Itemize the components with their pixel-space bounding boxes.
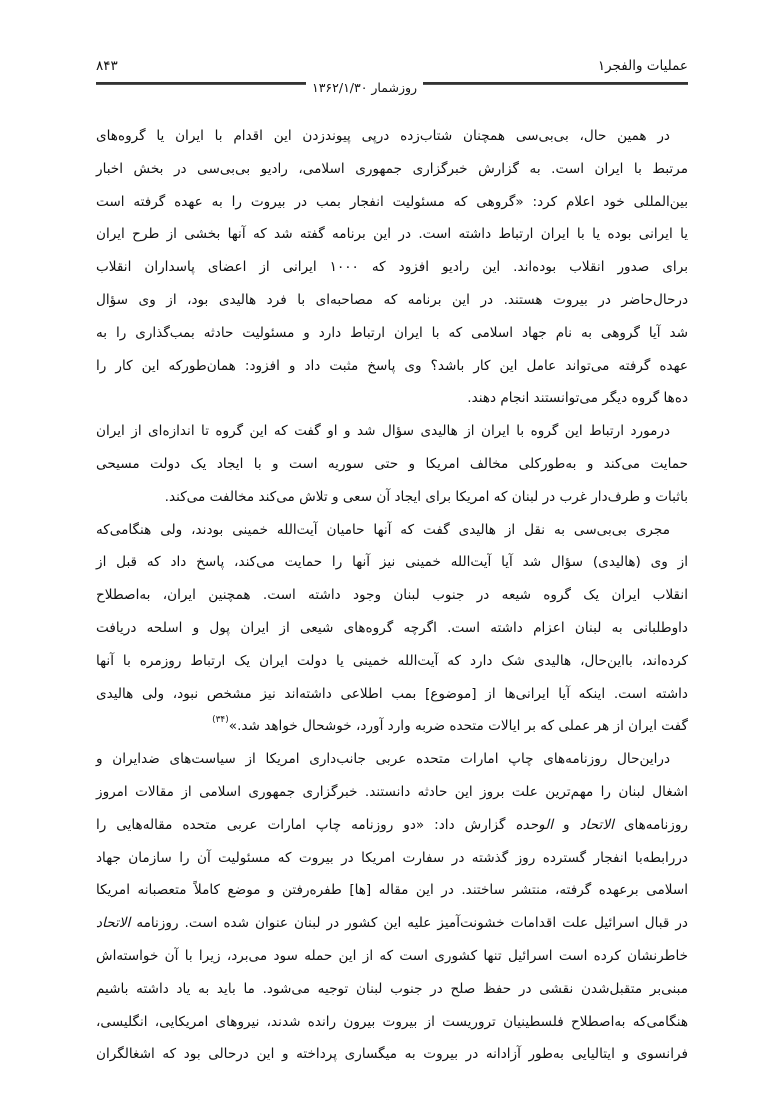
newspaper-name: الوحده	[515, 816, 554, 833]
text-line: مرتبط با ایران است. به گزارش خبرگزاری جمهوری اسلامی، رادیو بی‌بی‌سی در بخش اخبار	[96, 160, 688, 177]
newspaper-name: الاتحاد	[579, 816, 614, 833]
page-header	[96, 58, 688, 95]
header-row	[96, 58, 688, 74]
text-line: اسلامی برعهده گرفته، منتشر ساختند. در این مقاله [ها] طفره‌رفتن و موضع کاملاً متعصبانه امریکا	[96, 882, 688, 899]
text-line: فرانسوی و ایتالیایی به‌طور آزادانه در بیروت به میگساری پرداخته و این درحالی بود که اشغالگران	[96, 1046, 688, 1063]
footnote-ref: (۳۴)	[212, 715, 229, 726]
paragraph	[96, 514, 688, 744]
text-line: یا ایرانی بوده یا با ایران ارتباط داشته است. در این برنامه گفته شد که آنها بخشی از طرح ایران	[96, 226, 688, 243]
text-line: حمایت می‌کند و به‌طورکلی مخالف امریکا و حتی سوریه است و با ایجاد یک دولت مسیحی	[96, 455, 688, 472]
text-line: دررابطه‌با انفجار گسترده روز گذشته در سفارت امریکا در بیروت که مسئولیت آن را سازمان جهاد	[96, 849, 688, 866]
text-line: اشغال لبنان را مهم‌ترین علت بروز این حادثه دانستند. خبرگزاری جمهوری اسلامی از مقالات امروز	[96, 783, 688, 800]
text-segment: گفت ایران از هر عملی که بر ایالات متحده ضربه وارد آورد، خوشحال خواهد شد.»	[228, 718, 688, 735]
text-line: درمورد ارتباط این گروه با ایران از هالیدی سؤال شد و او گفت که این گروه تا اندازه‌ای از ایران	[96, 423, 670, 440]
text-line: برای صدور انقلاب بوده‌اند. این رادیو افزود که ۱۰۰۰ ایرانی از اعضای پاسداران انقلاب	[96, 259, 688, 276]
text-line: داشته است. اینکه آیا ایرانی‌ها از [موضوع] بمب اطلاعی داشته‌اند نیز مشخص نبود، ولی هالیدی	[96, 685, 688, 702]
header-rule	[96, 76, 688, 95]
text-line: داوطلبانی به لبنان اعزام داشته است. اگرچه گروه‌های شیعی از ایران پول و اسلحه دریافت	[96, 619, 688, 636]
text-line: بین‌المللی خود اعلام کرد: «گروهی که مسئولیت انفجار بمب در بیروت را به عهده گرفته است	[96, 193, 688, 210]
page-number: ۸۴۳	[96, 58, 118, 74]
paragraph	[96, 120, 688, 415]
text-line: کرده‌اند، بااین‌حال، هالیدی شک دارد که آیت‌الله خمینی یا دولت ایران یک ارتباط روزمره با آنها	[96, 652, 688, 669]
header-rule-left	[96, 82, 306, 85]
paragraph	[96, 415, 688, 513]
text-line: شد آیا گروهی به نام جهاد اسلامی که با ایران ارتباط دارد و مسئولیت حادثه بمب‌گذاری را به	[96, 324, 688, 341]
header-rule-right	[423, 82, 688, 85]
body-text	[96, 120, 688, 1071]
text-line: ده‌ها گروه دیگر می‌توانستند انجام دهند.	[467, 390, 688, 407]
text-line: درحال‌حاضر در بیروت هستند. در این برنامه که مصاحبه‌ای با فرد هالیدی بود، از وی سؤال	[96, 291, 688, 308]
text-line: باثبات و طرف‌دار غرب در لبنان که امریکا برای ایجاد آن سعی و تلاش می‌کند مخالفت می‌کند.	[164, 488, 688, 505]
paragraph	[96, 743, 688, 1071]
chapter-title: عملیات والفجر۱	[597, 58, 688, 74]
text-line: عهده گرفته می‌تواند عامل این کار باشد؟ وی پاسخ مثبت داد و افزود: همان‌طورکه این کار را	[96, 357, 688, 374]
text-line	[96, 907, 688, 940]
text-line: مجری بی‌بی‌سی به نقل از هالیدی گفت که آنها حامیان آیت‌الله خمینی بودند، ولی هنگامی‌که	[96, 521, 670, 538]
text-line: خاطرنشان کرده است اسرائیل تنها کشوری است که از این حمله سود می‌برد، زیرا با آن خواسته‌اش	[96, 947, 688, 964]
text-line: هنگامی‌که به‌اصطلاح فلسطینیان تروریست از بیروت بیرون رانده شدند، نیروهای امریکایی، انگلیسی،	[96, 1013, 688, 1030]
text-line	[96, 710, 688, 743]
date-label: روزشمار ۱۳۶۲/۱/۳۰	[312, 80, 418, 95]
text-segment: در قبال اسرائیل علت اقدامات خشونت‌آمیز علیه این کشور در لبنان عنوان شده است. روزنامه	[130, 915, 688, 932]
text-segment: گزارش داد: «دو روزنامه چاپ امارات عربی متحده مقاله‌هایی را	[96, 816, 516, 833]
text-line	[96, 809, 688, 842]
newspaper-name: الاتحاد	[96, 915, 131, 932]
text-line: از وی (هالیدی) سؤال شد آیا آیت‌الله خمینی نیز آنها را حمایت می‌کند، پاسخ داد که قبل از	[96, 554, 688, 571]
text-line: در همین حال، بی‌بی‌سی همچنان شتاب‌زده درپی پیوندزدن این اقدام با ایران یا گروه‌های	[96, 128, 670, 144]
text-line: مبنی‌بر متقبل‌شدن نقشی در حفظ صلح در جنوب لبنان توجیه می‌شود. ما باید به یاد داشته باشیم	[96, 980, 688, 997]
text-segment: و	[553, 816, 580, 833]
text-line: دراین‌حال روزنامه‌های چاپ امارات متحده عربی جانب‌داری امریکا از سیاست‌های ضدایران و	[96, 751, 670, 768]
text-segment: روزنامه‌های	[613, 816, 688, 833]
text-line: انقلاب ایران یک گروه شیعه در جنوب لبنان وجود داشته است. همچنین ایران، به‌اصطلاح	[96, 587, 688, 604]
